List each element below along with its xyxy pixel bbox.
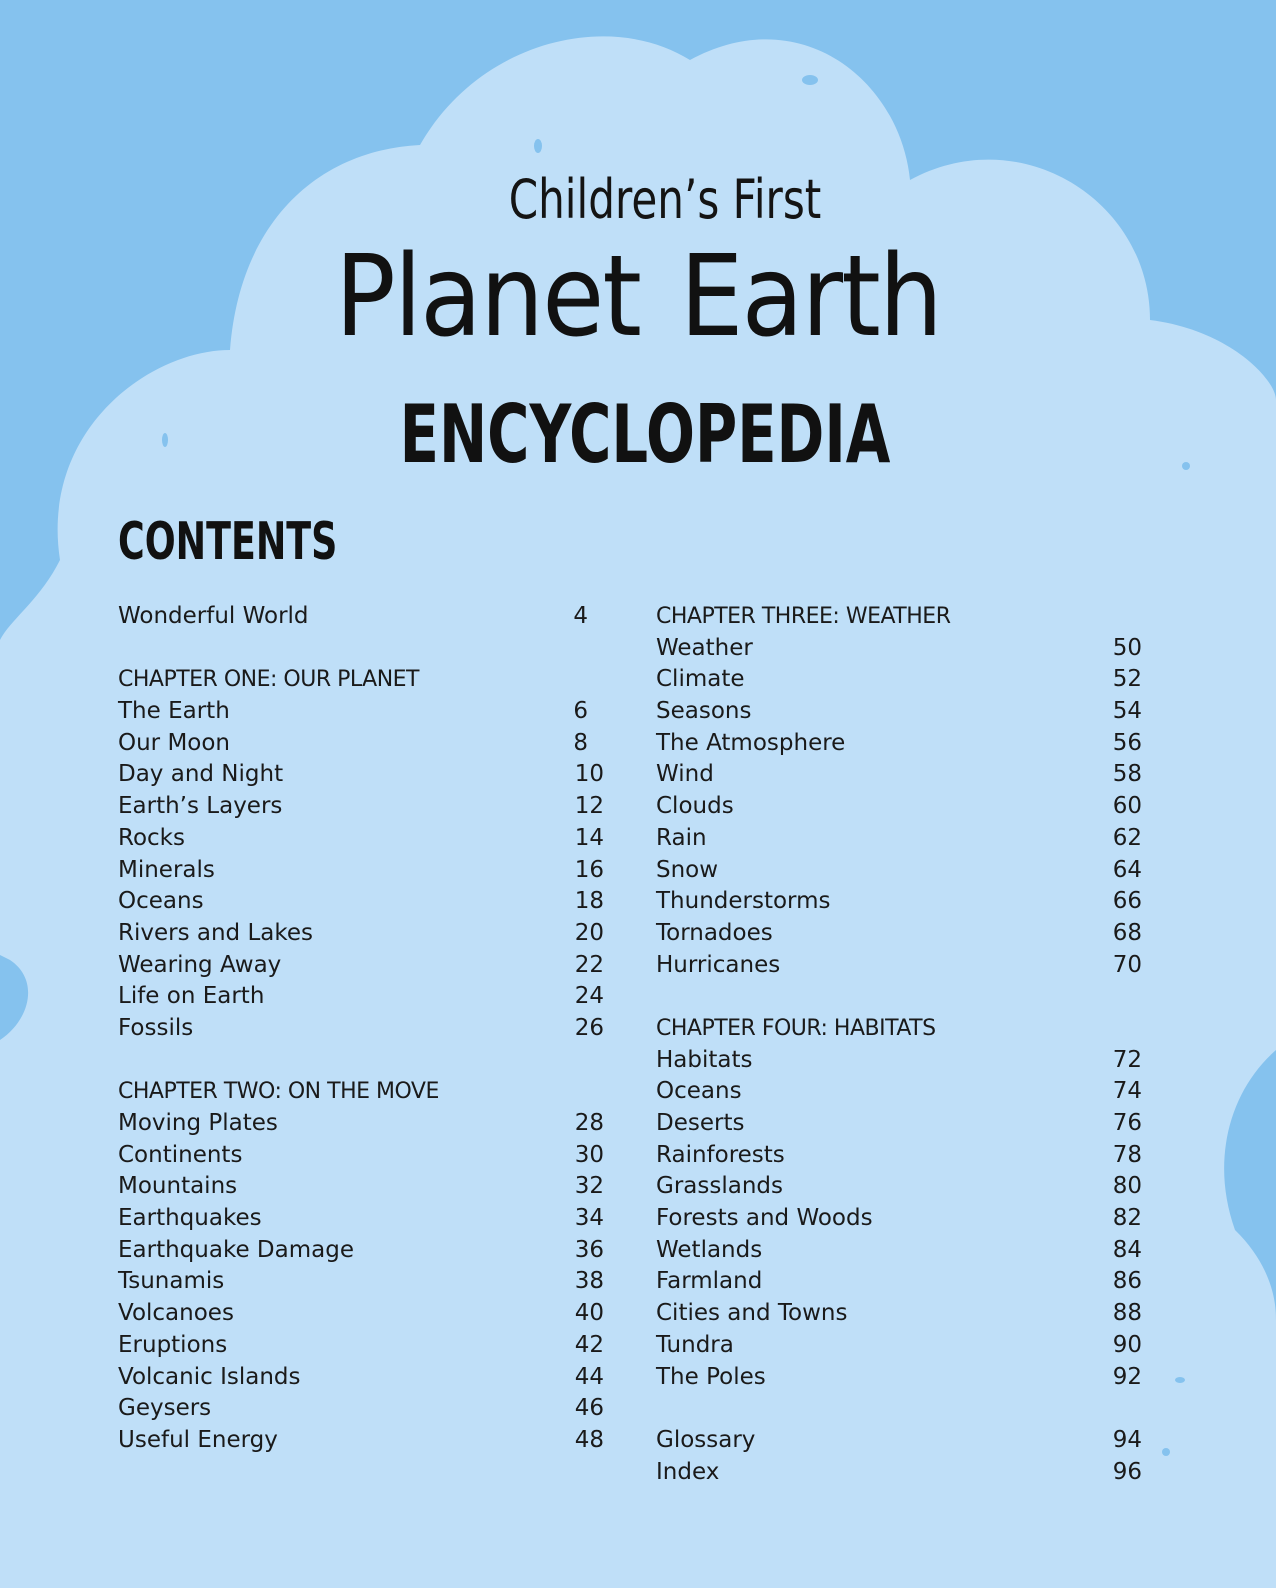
toc-entry-label: Tundra [656, 1331, 734, 1358]
toc-entry-label: Mountains [118, 1173, 238, 1200]
toc-entry [118, 1330, 604, 1362]
toc-entry-label: Continents [118, 1141, 243, 1168]
toc-entry-label: Life on Earth [118, 983, 265, 1010]
toc-entry [656, 1330, 1142, 1362]
toc-entry-page: 44 [574, 1363, 604, 1390]
chapter-title: CHAPTER ONE: OUR PLANET [118, 667, 419, 693]
toc-entry [656, 1457, 1142, 1489]
toc-entry-page: 96 [1112, 1458, 1142, 1485]
toc-entry [118, 1203, 604, 1235]
toc-entry-label: Climate [656, 666, 745, 693]
toc-entry-page: 14 [574, 824, 604, 851]
toc-entry-label: Geysers [118, 1395, 212, 1422]
chapter-heading [656, 601, 1142, 633]
toc-entry-page: 48 [574, 1426, 604, 1453]
toc-entry-label: Day and Night [118, 761, 284, 788]
toc-entry-label: Volcanic Islands [118, 1363, 301, 1390]
toc-entry-page: 20 [574, 919, 604, 946]
toc-entry-page: 42 [574, 1331, 604, 1358]
toc-entry-label: Deserts [656, 1110, 745, 1136]
book-title-word-1: Planet [334, 232, 641, 362]
toc-entry-label: Rainforests [656, 1141, 785, 1168]
toc-entry [118, 1108, 604, 1140]
toc-entry [656, 1362, 1142, 1394]
toc-entry-label: Our Moon [118, 729, 231, 756]
toc-entry-label: Fossils [118, 1014, 194, 1041]
chapter-heading [118, 664, 604, 696]
toc-entry-label: Tornadoes [656, 919, 773, 946]
toc-entry [118, 728, 604, 760]
toc-entry-page: 80 [1112, 1173, 1142, 1200]
chapter-heading [118, 1076, 604, 1108]
toc-entry-label: Wonderful World [118, 603, 309, 629]
toc-entry-page: 50 [1112, 634, 1142, 661]
cloud-speck [534, 139, 542, 153]
toc-entry [656, 886, 1142, 918]
toc-entry-page: 4 [573, 603, 588, 629]
toc-entry-page: 74 [1112, 1078, 1142, 1105]
toc-entry-page: 70 [1112, 951, 1142, 978]
toc-entry [118, 950, 604, 982]
toc-entry-page: 38 [574, 1268, 604, 1295]
toc-entry [118, 823, 604, 855]
toc-entry [656, 791, 1142, 823]
toc-entry-page: 52 [1112, 666, 1142, 693]
toc-entry-page: 84 [1112, 1236, 1142, 1263]
toc-entry [118, 601, 604, 633]
toc-entry-label: Wetlands [656, 1236, 763, 1263]
toc-entry [656, 950, 1142, 982]
chapter-heading [656, 1013, 1142, 1045]
chapter-title: CHAPTER TWO: ON THE MOVE [118, 1079, 439, 1105]
toc-entry [656, 633, 1142, 665]
toc-entry [656, 1140, 1142, 1172]
toc-entry-label: Moving Plates [118, 1110, 278, 1136]
toc-entry-page: 66 [1112, 888, 1142, 915]
toc-left-column [118, 601, 604, 1457]
toc-entry [656, 855, 1142, 887]
toc-entry-page: 94 [1112, 1426, 1142, 1453]
toc-entry-page: 36 [574, 1236, 604, 1263]
toc-entry-label: Cities and Towns [656, 1300, 848, 1327]
toc-entry [118, 1362, 604, 1394]
toc-entry [118, 1140, 604, 1172]
toc-entry [656, 696, 1142, 728]
toc-entry-page: 60 [1112, 793, 1142, 820]
toc-entry [118, 855, 604, 887]
toc-entry-label: Snow [656, 856, 719, 883]
toc-entry-page: 76 [1112, 1110, 1142, 1136]
toc-entry-page: 22 [574, 951, 604, 978]
toc-entry-label: Minerals [118, 856, 215, 883]
toc-entry [656, 823, 1142, 855]
toc-entry-page: 8 [573, 729, 588, 756]
book-title-word-2: Earth [679, 232, 942, 362]
toc-entry-label: Wind [656, 761, 714, 788]
toc-entry [118, 1013, 604, 1045]
toc-entry-page: 56 [1112, 729, 1142, 756]
toc-entry [656, 664, 1142, 696]
toc-entry-page: 88 [1112, 1300, 1142, 1327]
toc-entry-label: The Poles [656, 1363, 766, 1390]
toc-right-column [656, 601, 1142, 1488]
toc-entry-page: 58 [1112, 761, 1142, 788]
cloud-speck [1162, 1448, 1170, 1456]
toc-entry-label: Farmland [656, 1268, 763, 1295]
toc-entry [118, 886, 604, 918]
toc-entry-page: 68 [1112, 919, 1142, 946]
toc-entry-label: The Atmosphere [656, 729, 846, 756]
toc-entry-page: 12 [574, 793, 604, 820]
toc-entry [656, 1076, 1142, 1108]
cloud-speck [1182, 462, 1190, 470]
toc-entry [118, 1393, 604, 1425]
toc-entry-page: 64 [1112, 856, 1142, 883]
toc-entry-page: 92 [1112, 1363, 1142, 1390]
toc-entry-label: Earth’s Layers [118, 793, 283, 820]
chapter-title: CHAPTER FOUR: HABITATS [656, 1015, 936, 1041]
toc-entry-label: Earthquake Damage [118, 1236, 354, 1263]
toc-entry-page: 30 [574, 1141, 604, 1168]
toc-entry [656, 1171, 1142, 1203]
toc-entry-page: 18 [574, 888, 604, 915]
toc-entry-page: 28 [574, 1110, 604, 1136]
toc-entry-label: Useful Energy [118, 1426, 278, 1453]
toc-entry-page: 24 [574, 983, 604, 1010]
toc-entry-page: 54 [1112, 698, 1142, 725]
toc-entry-label: Eruptions [118, 1331, 228, 1358]
toc-entry-label: Rocks [118, 824, 185, 851]
toc-entry [118, 791, 604, 823]
book-subtitle: Children’s First [508, 168, 822, 231]
toc-entry-page: 26 [574, 1014, 604, 1041]
toc-entry-label: Forests and Woods [656, 1205, 873, 1232]
toc-entry [118, 1235, 604, 1267]
toc-entry [656, 1045, 1142, 1077]
chapter-title: CHAPTER THREE: WEATHER [656, 604, 951, 629]
toc-entry [656, 759, 1142, 791]
toc-entry [118, 759, 604, 791]
toc-entry-page: 82 [1112, 1205, 1142, 1232]
toc-entry-label: Rain [656, 824, 707, 851]
toc-entry-page: 78 [1112, 1141, 1142, 1168]
toc-entry-label: Wearing Away [118, 951, 282, 978]
toc-entry-label: Index [656, 1458, 720, 1485]
toc-entry-page: 46 [574, 1395, 604, 1422]
toc-entry [118, 981, 604, 1013]
toc-entry-label: Tsunamis [118, 1268, 225, 1295]
toc-entry-page: 72 [1112, 1046, 1142, 1073]
toc-entry-label: Hurricanes [656, 951, 781, 978]
toc-entry-label: Glossary [656, 1426, 756, 1453]
toc-entry-label: Weather [656, 634, 753, 661]
book-title-encyclopedia: ENCYCLOPEDIA [399, 388, 891, 481]
toc-entry [118, 918, 604, 950]
toc-entry [656, 1298, 1142, 1330]
toc-entry-page: 62 [1112, 824, 1142, 851]
book-title [64, 232, 1212, 362]
toc-entry [118, 1171, 604, 1203]
toc-entry [656, 1266, 1142, 1298]
toc-entry-label: Clouds [656, 793, 734, 820]
cloud-speck [802, 75, 818, 85]
toc-entry-label: Rivers and Lakes [118, 919, 314, 946]
toc-entry [656, 1425, 1142, 1457]
cloud-speck [162, 433, 168, 447]
toc-entry-label: Oceans [656, 1078, 742, 1105]
toc-entry [656, 1235, 1142, 1267]
toc-entry-page: 16 [574, 856, 604, 883]
toc-entry-label: The Earth [118, 698, 230, 725]
toc-entry-label: Volcanoes [118, 1300, 234, 1327]
toc-entry-label: Seasons [656, 698, 752, 725]
toc-entry-page: 32 [574, 1173, 604, 1200]
toc-entry [118, 1425, 604, 1457]
toc-entry-page: 6 [573, 698, 588, 725]
toc-entry [118, 696, 604, 728]
toc-entry-page: 34 [574, 1205, 604, 1232]
toc-entry-label: Habitats [656, 1046, 753, 1073]
toc-entry-label: Earthquakes [118, 1205, 262, 1232]
toc-entry-label: Oceans [118, 888, 204, 915]
toc-entry [656, 1203, 1142, 1235]
toc-entry [118, 1298, 604, 1330]
toc-entry [656, 728, 1142, 760]
toc-entry-page: 40 [574, 1300, 604, 1327]
toc-entry-page: 10 [574, 761, 604, 788]
toc-entry-page: 86 [1112, 1268, 1142, 1295]
toc-entry [656, 918, 1142, 950]
toc-entry-label: Grasslands [656, 1173, 783, 1200]
toc-entry-label: Thunderstorms [656, 888, 831, 915]
toc-entry [118, 1266, 604, 1298]
toc-entry-page: 90 [1112, 1331, 1142, 1358]
contents-heading: CONTENTS [118, 512, 338, 572]
toc-entry [656, 1108, 1142, 1140]
cloud-speck [1175, 1377, 1185, 1383]
